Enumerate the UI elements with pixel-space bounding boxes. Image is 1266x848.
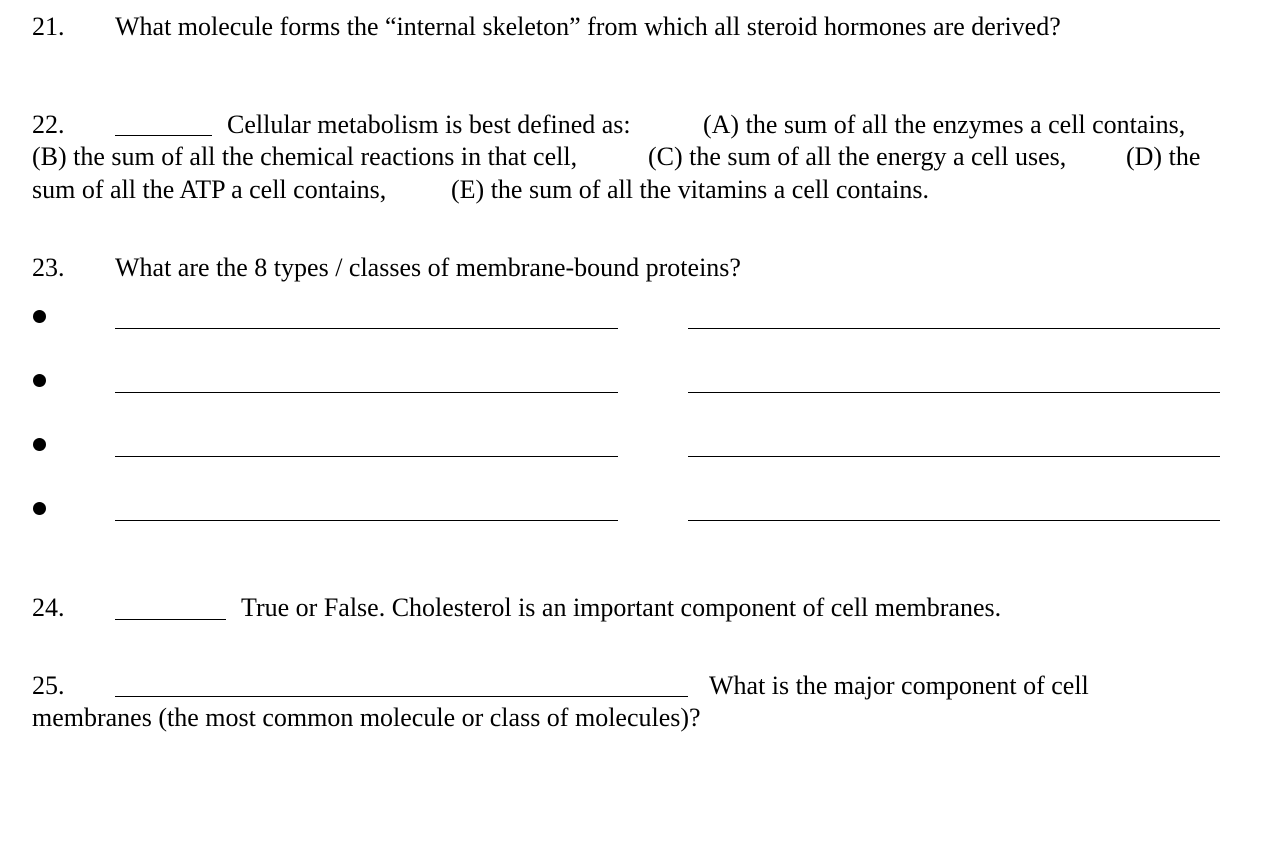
q21-text: What molecule forms the “internal skeleton” from which all steroid hormones are derived? <box>115 12 1061 41</box>
q22-option-d-start: (D) the <box>1126 142 1201 171</box>
bullet-icon <box>33 374 46 387</box>
q23-answer-blank[interactable] <box>115 456 618 457</box>
bullet-icon <box>33 502 46 515</box>
bullet-icon <box>33 438 46 451</box>
q25-text-line1: What is the major component of cell <box>709 671 1089 700</box>
q23-answer-blank[interactable] <box>115 392 618 393</box>
q23-text: What are the 8 types / classes of membrane-bound proteins? <box>115 253 741 282</box>
q24-text: True or False. Cholesterol is an important component of cell membranes. <box>241 593 1002 622</box>
q22-option-a: (A) the sum of all the enzymes a cell contains, <box>703 110 1186 139</box>
q23-answer-blank[interactable] <box>115 328 618 329</box>
q22-option-b: (B) the sum of all the chemical reactions in that cell, <box>32 142 578 171</box>
q25-answer-blank[interactable] <box>115 696 688 697</box>
q24-number: 24. <box>32 593 65 622</box>
q23-answer-blank[interactable] <box>115 520 618 521</box>
q22-option-e: (E) the sum of all the vitamins a cell contains. <box>451 175 929 204</box>
q25-text-line2: membranes (the most common molecule or class of molecules)? <box>32 703 701 732</box>
bullet-icon <box>33 310 46 323</box>
q25-number: 25. <box>32 671 65 700</box>
q24-answer-blank[interactable] <box>115 619 226 620</box>
q22-option-d-end: sum of all the ATP a cell contains, <box>32 175 387 204</box>
q21-number: 21. <box>32 12 65 41</box>
q22-answer-blank[interactable] <box>115 135 212 136</box>
q22-prompt: Cellular metabolism is best defined as: <box>227 110 631 139</box>
q23-answer-blank[interactable] <box>688 520 1220 521</box>
q22-number: 22. <box>32 110 65 139</box>
q23-answer-blank[interactable] <box>688 456 1220 457</box>
q23-answer-blank[interactable] <box>688 392 1220 393</box>
q23-number: 23. <box>32 253 65 282</box>
q23-answer-blank[interactable] <box>688 328 1220 329</box>
q22-option-c: (C) the sum of all the energy a cell uses, <box>648 142 1067 171</box>
